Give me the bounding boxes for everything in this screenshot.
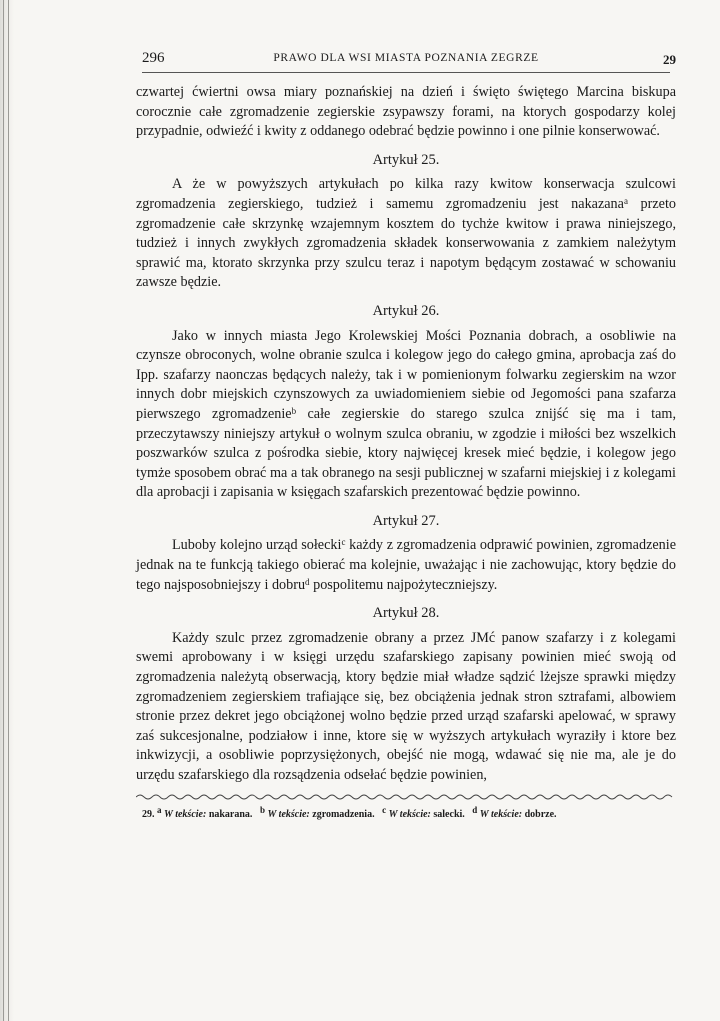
footnote-label: W tekście: bbox=[267, 808, 310, 820]
article-title: Artykuł 27. bbox=[372, 512, 440, 529]
text-span: A że w powyższych artykułach po kilka razy kwitow konserwacja szulcowi zgromadzenia zegierskiego, tudzież i samemu zgromadzeniu jest nakazana bbox=[136, 176, 676, 212]
footnote-label: W tekście: bbox=[479, 808, 523, 820]
text-span: całe zegierskie do starego szulca znijść się ma i tam, przeczytawszy niniejszy artykuł o wolnym szulca obraniu, w zgodzie i miłości bez wszelkich poszwarków szulca z pośrodka siebie, ktory najwięcej kresek mieć będzie, i kolegow jego tymże sposobem obrać ma a tak obranego na sesji publicznej w szafarni miejskiej i z kolegami dla aprobacji i zapisania w księgach szafarskich prezentować będzie powinno. bbox=[136, 405, 676, 501]
footnote-mark: c bbox=[341, 537, 346, 548]
footnote-number: 29. bbox=[142, 808, 155, 820]
paragraph: Każdy szulc przez zgromadzenie obrany a przez JMć panow szafarzy i z kolegami swemi aprobowany i w księgi urzędu szafarskiego zapisany powinien mieć swoją od zgromadzenia należytą obserwacją, ktory będzie miał władze sądzić lżejsze sprawki między zgromadzeniem zegierskiem trafiające się, bez obciążenia jednak stron sztrafami, albowiem stronie przez dekret jego obciążonej wolno będzie przed urząd szafarski apelować, w sprawy zaś sukcesjonalne, podziałow i inne, ktore się w wyższych artykułach wyraziły i ktore bez inkwizycji, a osobliwie poprzysiężonych, obejść nie mogą, wdawać się nie ma, ale je do urzędu szafarskiego dla rozsądzenia odsełać będzie powinien, bbox=[136, 629, 676, 783]
footnote-mark: d bbox=[472, 804, 478, 815]
footnote-label: W tekście: bbox=[388, 808, 431, 820]
article-title: Artykuł 28. bbox=[372, 605, 440, 622]
paragraph bbox=[136, 536, 676, 595]
footnote-mark: a bbox=[623, 195, 628, 206]
binding-line bbox=[3, 0, 4, 1021]
article-title: Artykuł 26. bbox=[372, 302, 440, 319]
main-text bbox=[136, 83, 676, 786]
article-title: Artykuł 25. bbox=[372, 151, 440, 168]
footnotes bbox=[136, 804, 676, 823]
text-span: każdy z zgromadzenia odprawić powinien, zgromadzenie jednak na te funkcją takiego obierać ma kolejnie, uważając i nie zachowując, ktory będzie do tego najsposobniejszy i dobru bbox=[136, 537, 677, 593]
page-header bbox=[136, 44, 676, 72]
footnote-separator bbox=[136, 793, 676, 801]
paragraph bbox=[136, 327, 676, 503]
paragraph bbox=[136, 175, 676, 293]
text-span: pospolitemu najpożyteczniejszy. bbox=[309, 576, 498, 593]
header-rule bbox=[142, 72, 670, 73]
footnote-text: salecki. bbox=[433, 808, 465, 820]
footnote-mark: c bbox=[382, 804, 387, 815]
footnote-mark: d bbox=[305, 576, 310, 587]
footnote-mark: a bbox=[157, 804, 162, 815]
text-span: przeto zgromadzenie całe skrzynkę wzajemnym kosztem do tychże kwitow i prawa niniejszego, tudzież i innych zwykłych zgromadzenia składek konserwowania z zamkiem należytym sprawić ma, ktorato skrzynka przy szulcu teraz i napotym będącym zostawać w schowaniu zawsze będzie. bbox=[136, 195, 676, 291]
footnote-text: zgromadzenia. bbox=[312, 808, 375, 820]
footnote-mark: b bbox=[259, 804, 265, 815]
binding-line bbox=[8, 0, 9, 1021]
document-page bbox=[136, 44, 676, 823]
footnote-text: nakarana. bbox=[208, 808, 253, 820]
page-number-right: 29 bbox=[663, 52, 676, 67]
paragraph: czwartej ćwiertni owsa miary poznańskiej na dzień i święto świętego Marcina biskupa corocznie całe zgromadzenie zegierskie zsypawszy forami, na ktorych gospodarzy kolej przypadnie, odwieźć i kwity z oddanego odebrać będzie powinno i one pilnie konserwować. bbox=[136, 84, 676, 140]
text-span: Jako w innych miasta Jego Krolewskiej Mości Poznania dobrach, a osobliwie na czynsze obroconych, wolne obranie szulca i kolegow jego do całego gmina, aprobacja zaś do Ipp. szafarzy naonczas będących należy, tak i w pomienionym folwarku zegierskim na wzor innych dobr miejskich czynszowych za uwiadomieniem siebie od Jegomości pana szafarza pierwszego zgromadzenie bbox=[136, 327, 676, 422]
text-span: Luboby kolejno urząd sołecki bbox=[172, 537, 342, 554]
page-number-left: 296 bbox=[142, 50, 165, 66]
running-head: PRAWO DLA WSI MIASTA POZNANIA ZEGRZE bbox=[273, 52, 539, 64]
footnote-text: dobrze. bbox=[524, 808, 557, 820]
footnote-label: W tekście: bbox=[164, 808, 207, 820]
footnote-mark: b bbox=[291, 405, 297, 416]
